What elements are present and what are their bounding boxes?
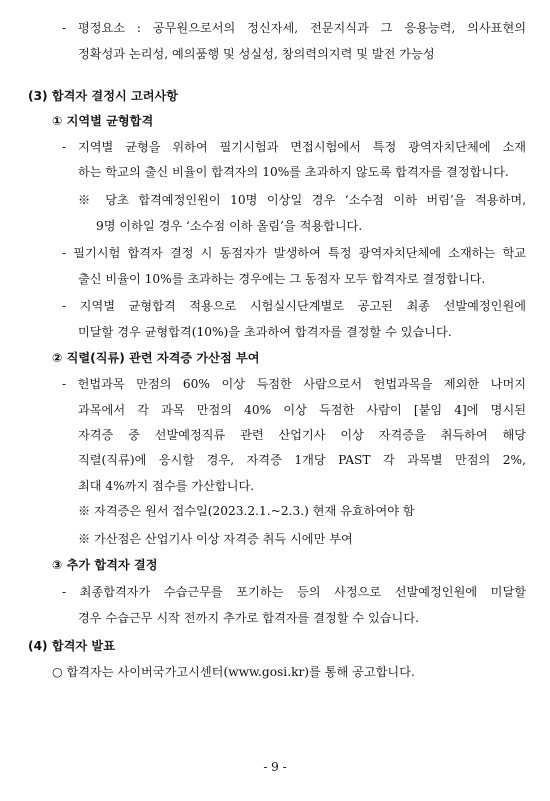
announcement [52,664,415,680]
eval-elements-line-1: - 평정요소 : 공무원으로서의 정신자세, 전문지식과 그 응용능력, 의사표현의 [62,21,526,35]
subheading-1 [52,113,153,129]
note-1-line-2: 9명 이하일 경우 ‘소수점 이하 올림’을 적용합니다. [96,219,363,233]
note-3: ※ 가산점은 산업기사 이상 자격증 취득 시에만 부여 [78,532,353,546]
bonus-line-2: 과목에서 각 과목 만점의 40% 이상 득점한 사람이 [붙임 4]에 명시된 [78,403,526,417]
regional-rule-3-line-2: 미달할 경우 균형합격(10%)을 초과하여 합격자를 결정할 수 있습니다. [78,325,452,339]
bonus-line-4: 직렬(직류)에 응시할 경우, 자격증 1개당 PAST 각 과목별 만점의 2%, [78,453,526,467]
note-2: ※ 자격증은 원서 접수일(2023.2.1.~2.3.) 현재 유효하여야 함 [78,504,415,518]
announcement-text: 합격자는 사이버국가고시센터(www.gosi.kr)를 통해 공고합니다. [66,665,415,679]
additional-pass-line-1: - 최종합격자가 수습근무를 포기하는 등의 사정으로 선발예정인원에 미달할 [62,585,526,599]
bonus-line-1: - 헌법과목 만점의 60% 이상 득점한 사람으로서 헌법과목을 제외한 나머지 [62,377,526,391]
page-number: - 9 - [263,760,287,774]
section-3-heading: (3) 합격자 결정시 고려사항 [28,89,179,103]
subheading-2 [52,350,260,366]
circled-number-3: ③ [52,558,63,572]
regional-rule-1-line-2: 하는 학교의 출신 비율이 합격자의 10%를 초과하지 않도록 합격자를 결정합니다. [78,165,509,179]
bonus-line-3: 자격증 중 선발예정직류 관련 산업기사 이상 자격증을 취득하여 해당 [78,428,526,442]
eval-elements-line-2: 정확성과 논리성, 예의품행 및 성실성, 창의력의지력 및 발전 가능성 [78,47,435,61]
regional-rule-2-line-1: - 필기시험 합격자 결정 시 동점자가 발생하여 특정 광역자치단체에 소재하는 학교 [62,246,526,260]
subheading-3 [52,557,157,573]
bonus-line-5: 최대 4%까지 점수를 가산합니다. [78,479,255,493]
regional-rule-3-line-1: - 지역별 균형합격 적용으로 시험실시단계별로 공고된 최종 선발예정인원에 [62,299,526,313]
subheading-1-title: 지역별 균형합격 [66,114,154,128]
section-4-heading: (4) 합격자 발표 [28,639,115,653]
additional-pass-line-2: 경우 수습근무 시작 전까지 추가로 합격자를 결정할 수 있습니다. [78,611,419,625]
subheading-2-title: 직렬(직류) 관련 자격증 가산점 부여 [66,351,260,365]
circle-bullet-icon: ○ [52,665,63,679]
circled-number-2: ② [52,351,63,365]
regional-rule-1-line-1: - 지역별 균형을 위하여 필기시험과 면접시험에서 특정 광역자치단체에 소재 [62,140,526,154]
regional-rule-2-line-2: 출신 비율이 10%를 초과하는 경우에는 그 동점자 모두 합격자로 결정합니다. [78,272,486,286]
note-1-line-1: ※ 당초 합격예정인원이 10명 이상일 경우 ‘소수점 이하 버림’을 적용하며, [78,193,526,207]
subheading-3-title: 추가 합격자 결정 [66,558,158,572]
circled-number-1: ① [52,114,63,128]
